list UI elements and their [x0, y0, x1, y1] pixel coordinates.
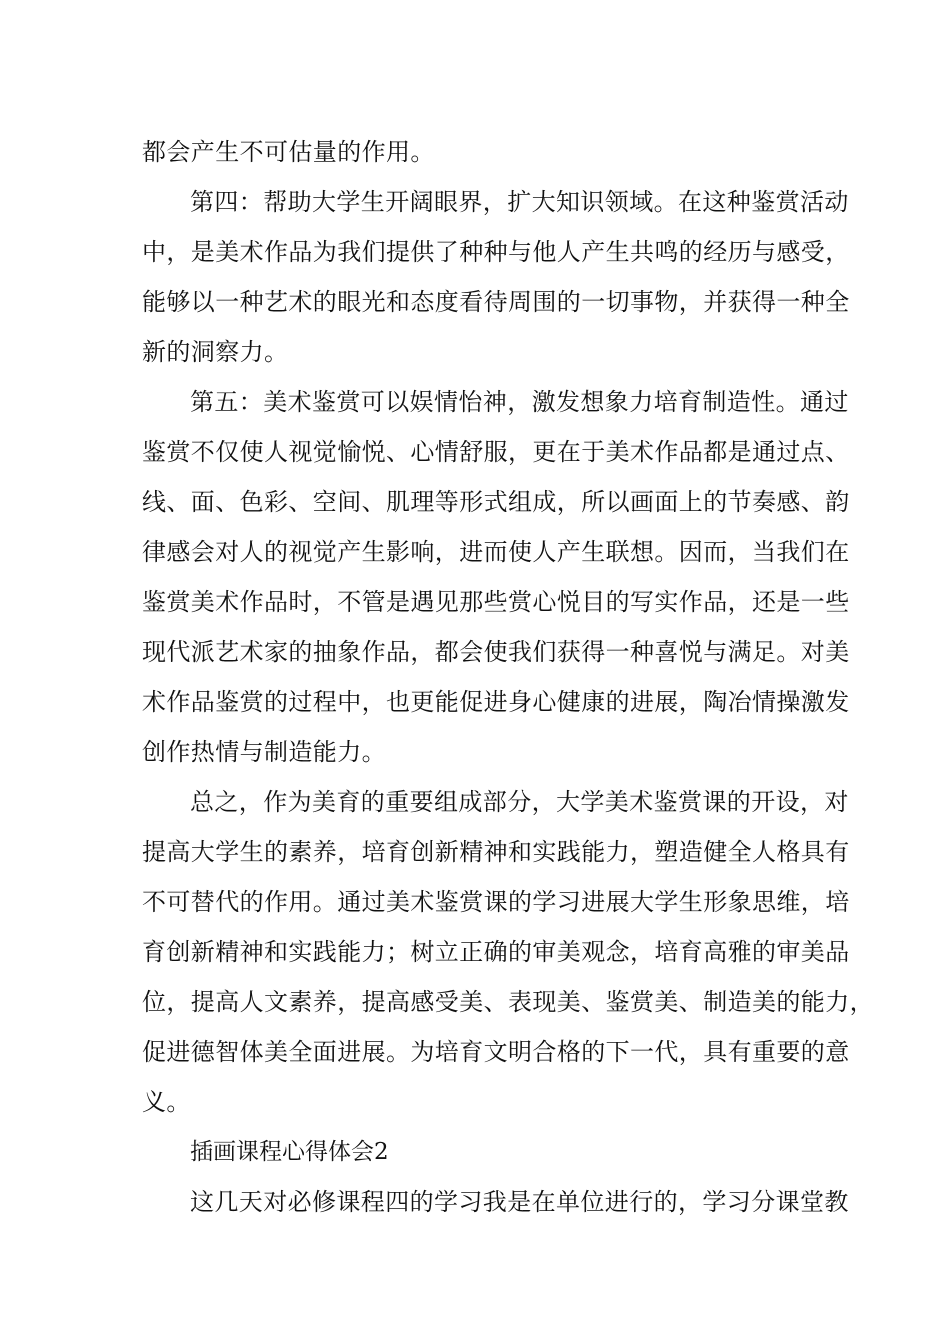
paragraph-fifth-line-3: 线、面、色彩、空间、肌理等形式组成，所以画面上的节奏感、韵 [142, 488, 850, 516]
paragraph-summary-line-7: 义。 [142, 1088, 191, 1116]
paragraph-summary-line-6: 促进德智体美全面进展。为培育文明合格的下一代，具有重要的意 [142, 1038, 850, 1066]
paragraph-continued-line-1: 都会产生不可估量的作用。 [142, 138, 435, 166]
paragraph-fifth-line-5: 鉴赏美术作品时，不管是遇见那些赏心悦目的写实作品，还是一些 [142, 588, 850, 616]
paragraph-fifth-line-6: 现代派艺术家的抽象作品，都会使我们获得一种喜悦与满足。对美 [142, 638, 850, 666]
paragraph-summary-line-3: 不可替代的作用。通过美术鉴赏课的学习进展大学生形象思维，培 [142, 888, 850, 916]
paragraph-fifth-line-2: 鉴赏不仅使人视觉愉悦、心情舒服，更在于美术作品都是通过点、 [142, 438, 850, 466]
section-heading: 插画课程心得体会2 [190, 1139, 389, 1165]
paragraph-fifth-line-1: 第五：美术鉴赏可以娱情怡神，激发想象力培育制造性。通过 [190, 388, 849, 416]
paragraph-fifth-line-8: 创作热情与制造能力。 [142, 738, 386, 766]
paragraph-fifth-line-7: 术作品鉴赏的过程中，也更能促进身心健康的进展，陶冶情操激发 [142, 688, 850, 716]
paragraph-summary-line-1: 总之，作为美育的重要组成部分，大学美术鉴赏课的开设，对 [190, 788, 849, 816]
paragraph-summary-line-2: 提高大学生的素养，培育创新精神和实践能力，塑造健全人格具有 [142, 838, 850, 866]
paragraph-fourth-line-1: 第四：帮助大学生开阔眼界，扩大知识领域。在这种鉴赏活动 [190, 188, 849, 216]
paragraph-fourth-line-3: 能够以一种艺术的眼光和态度看待周围的一切事物，并获得一种全 [142, 288, 850, 316]
paragraph-fifth-line-4: 律感会对人的视觉产生影响，进而使人产生联想。因而，当我们在 [142, 538, 850, 566]
paragraph-fourth-line-4: 新的洞察力。 [142, 338, 289, 366]
paragraph-section2-line-1: 这几天对必修课程四的学习我是在单位进行的，学习分课堂教 [190, 1188, 849, 1216]
paragraph-summary-line-4: 育创新精神和实践能力；树立正确的审美观念，培育高雅的审美品 [142, 938, 850, 966]
paragraph-summary-line-5: 位，提高人文素养，提高感受美、表现美、鉴赏美、制造美的能力， [142, 988, 874, 1016]
paragraph-fourth-line-2: 中，是美术作品为我们提供了种种与他人产生共鸣的经历与感受， [142, 238, 850, 266]
